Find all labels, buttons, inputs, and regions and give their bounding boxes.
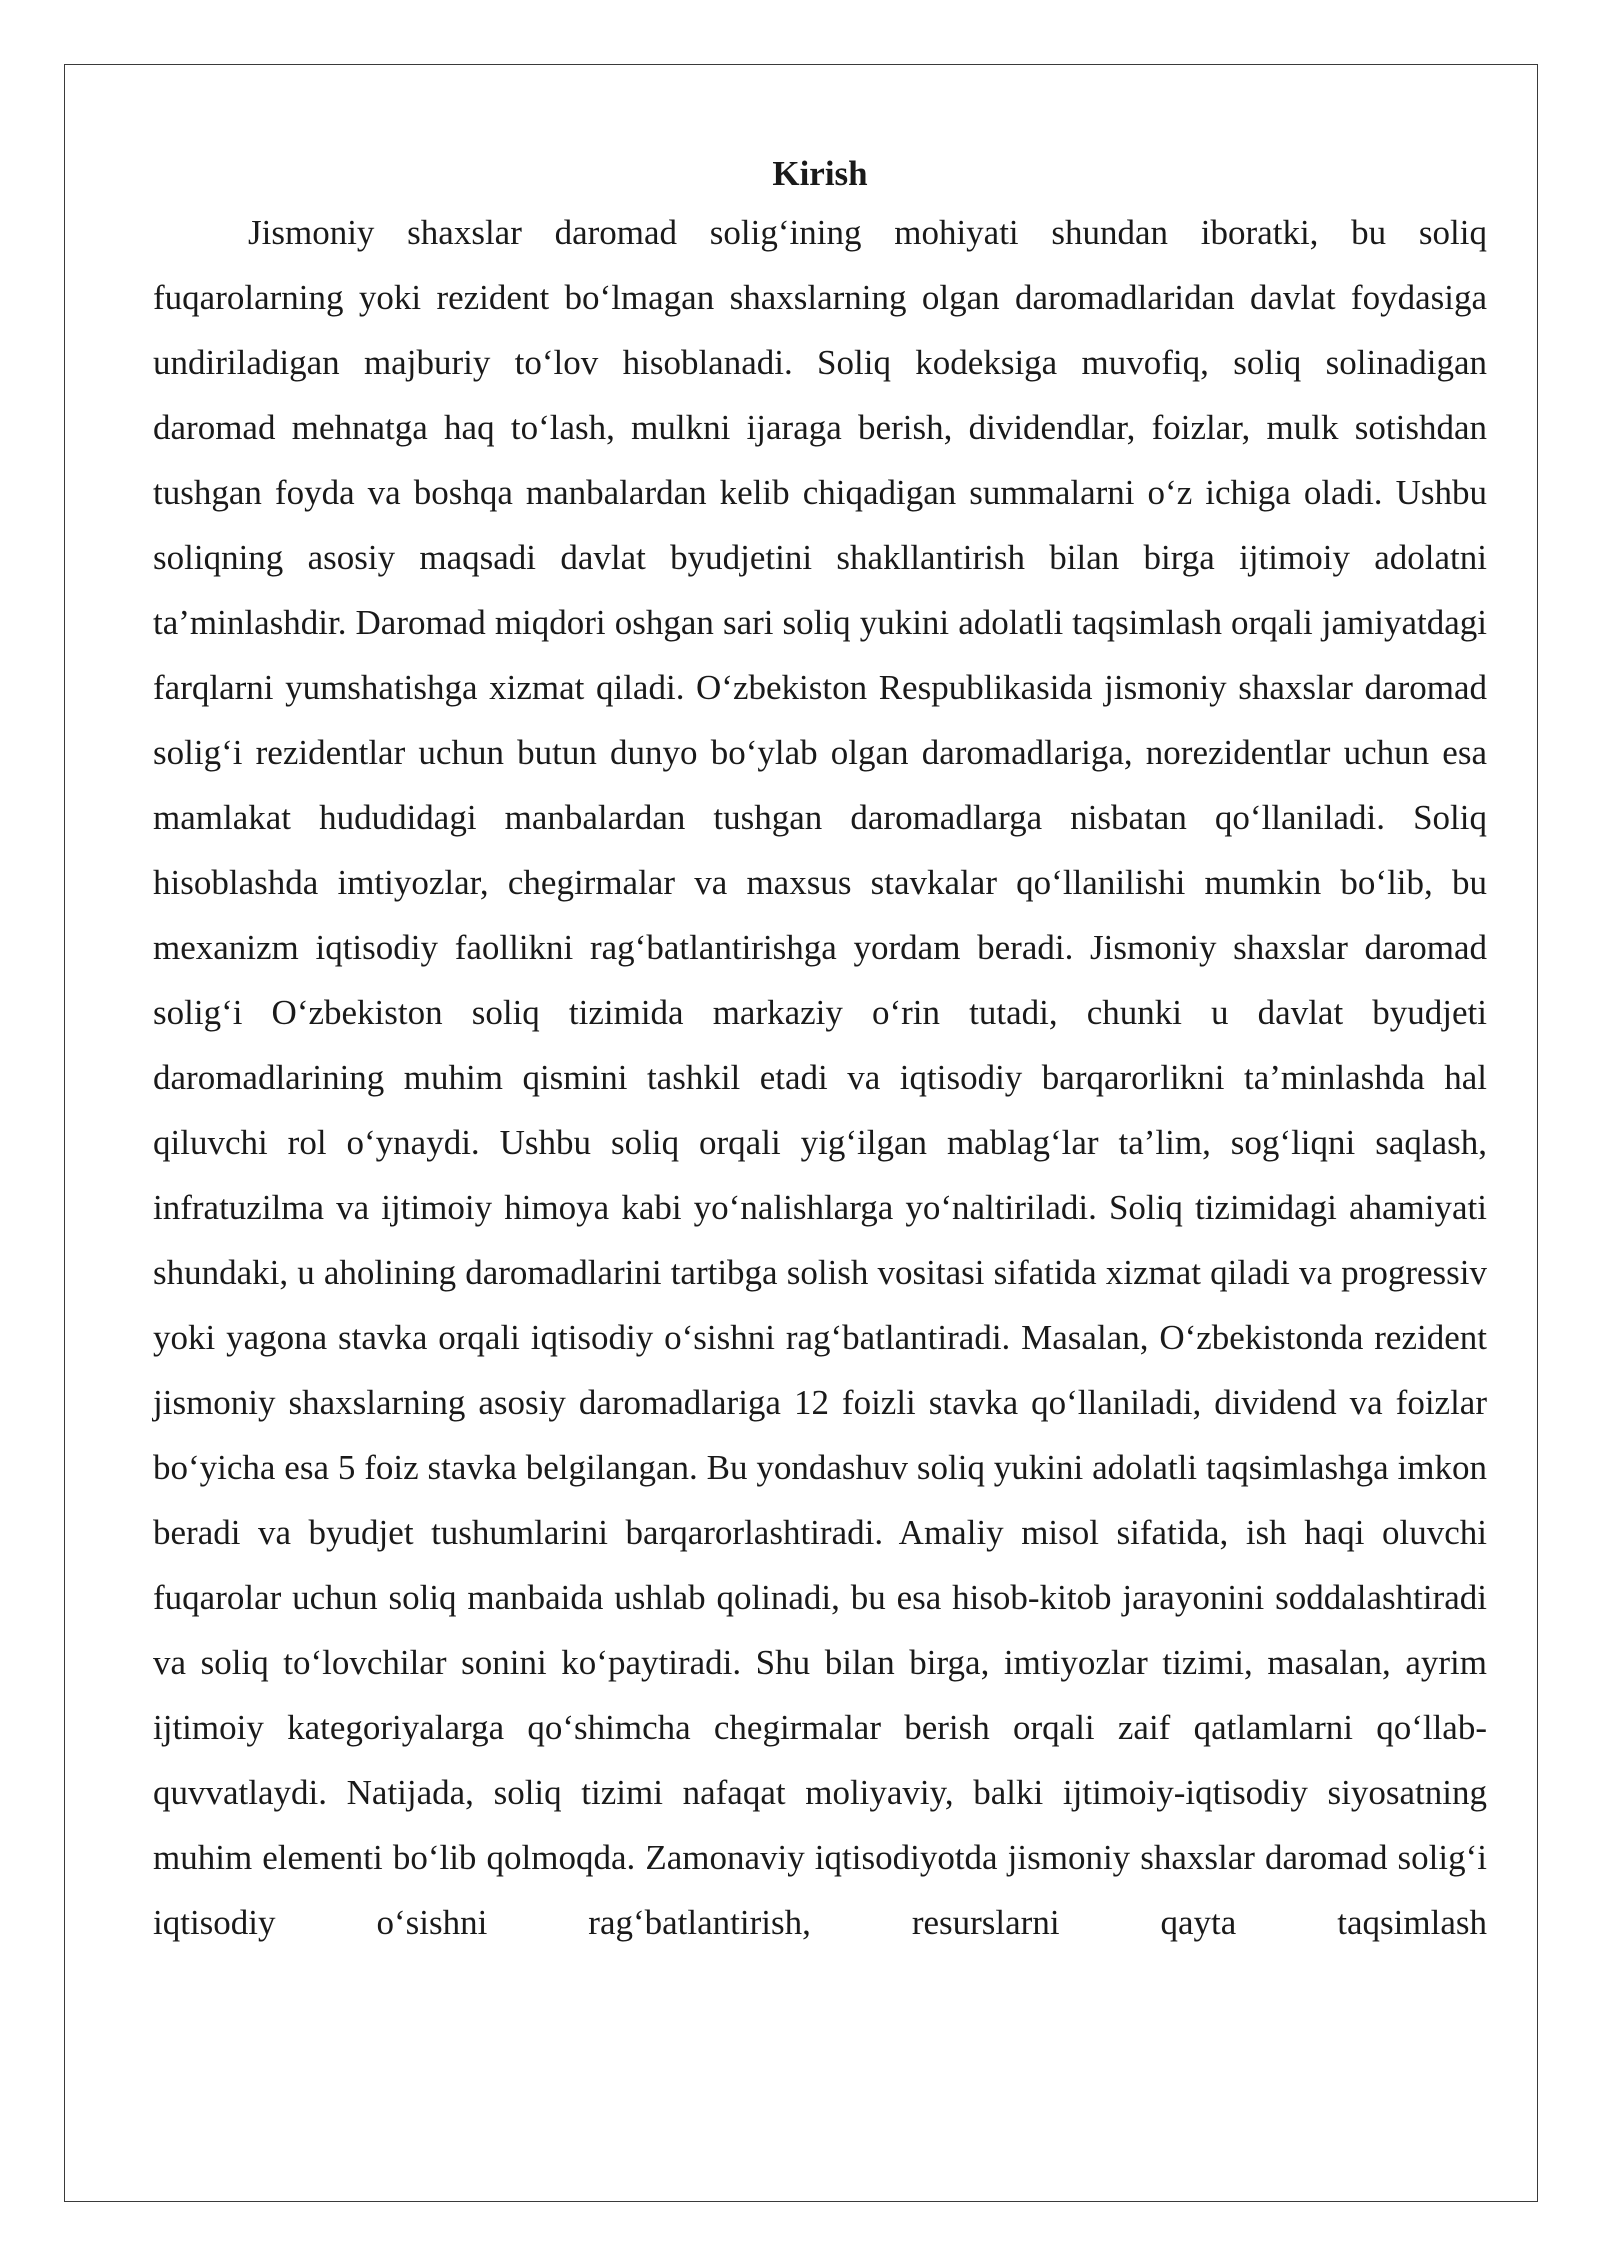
document-body <box>153 148 1487 1955</box>
section-heading: Kirish <box>772 154 868 193</box>
body-paragraph: Jismoniy shaxslar daromad solig‘ining mohiyati shundan iboratki, bu soliq fuqarolarning yoki rezident bo‘lmagan shaxslarning olgan daromadlaridan davlat foydasiga undiriladigan majburiy to‘lov hisoblanadi. Soliq kodeksiga muvofiq, soliq solinadigan daromad mehnatga haq to‘lash, mulkni ijaraga berish, dividendlar, foizlar, mulk sotishdan tushgan foyda va boshqa manbalardan kelib chiqadigan summalarni o‘z ichiga oladi. Ushbu soliqning asosiy maqsadi davlat byudjetini shakllantirish bilan birga ijtimoiy adolatni ta’minlashdir. Daromad miqdori oshgan sari soliq yukini adolatli taqsimlash orqali jamiyatdagi farqlarni yumshatishga xizmat qiladi. O‘zbekiston Respublikasida jismoniy shaxslar daromad solig‘i rezidentlar uchun butun dunyo bo‘ylab olgan daromadlariga, norezidentlar uchun esa mamlakat hududidagi manbalardan tushgan daromadlarga nisbatan qo‘llaniladi. Soliq hisoblashda imtiyozlar, chegirmalar va maxsus stavkalar qo‘llanilishi mumkin bo‘lib, bu mexanizm iqtisodiy faollikni rag‘batlantirishga yordam beradi. Jismoniy shaxslar daromad solig‘i O‘zbekiston soliq tizimida markaziy o‘rin tutadi, chunki u davlat byudjeti daromadlarining muhim qismini tashkil etadi va iqtisodiy barqarorlikni ta’minlashda hal qiluvchi rol o‘ynaydi. Ushbu soliq orqali yig‘ilgan mablag‘lar ta’lim, sog‘liqni saqlash, infratuzilma va ijtimoiy himoya kabi yo‘nalishlarga yo‘naltiriladi. Soliq tizimidagi ahamiyati shundaki, u aholining daromadlarini tartibga solish vositasi sifatida xizmat qiladi va progressiv yoki yagona stavka orqali iqtisodiy o‘sishni rag‘batlantiradi. Masalan, O‘zbekistonda rezident jismoniy shaxslarning asosiy daromadlariga 12 foizli stavka qo‘llaniladi, dividend va foizlar bo‘yicha esa 5 foiz stavka belgilangan. Bu yondashuv soliq yukini adolatli taqsimlashga imkon beradi va byudjet tushumlarini barqarorlashtiradi. Amaliy misol sifatida, ish haqi oluvchi fuqarolar uchun soliq manbaida ushlab qolinadi, bu esa hisob-kitob jarayonini soddalashtiradi va soliq to‘lovchilar sonini ko‘paytiradi. Shu bilan birga, imtiyozlar tizimi, masalan, ayrim ijtimoiy kategoriyalarga qo‘shimcha chegirmalar berish orqali zaif qatlamlarni qo‘llab-quvvatlaydi. Natijada, soliq tizimi nafaqat moliyaviy, balki ijtimoiy-iqtisodiy siyosatning muhim elementi bo‘lib qolmoqda. Zamonaviy iqtisodiyotda jismoniy shaxslar daromad solig‘i iqtisodiy o‘sishni rag‘batlantirish, resurslarni qayta taqsimlash <box>153 213 1487 1942</box>
